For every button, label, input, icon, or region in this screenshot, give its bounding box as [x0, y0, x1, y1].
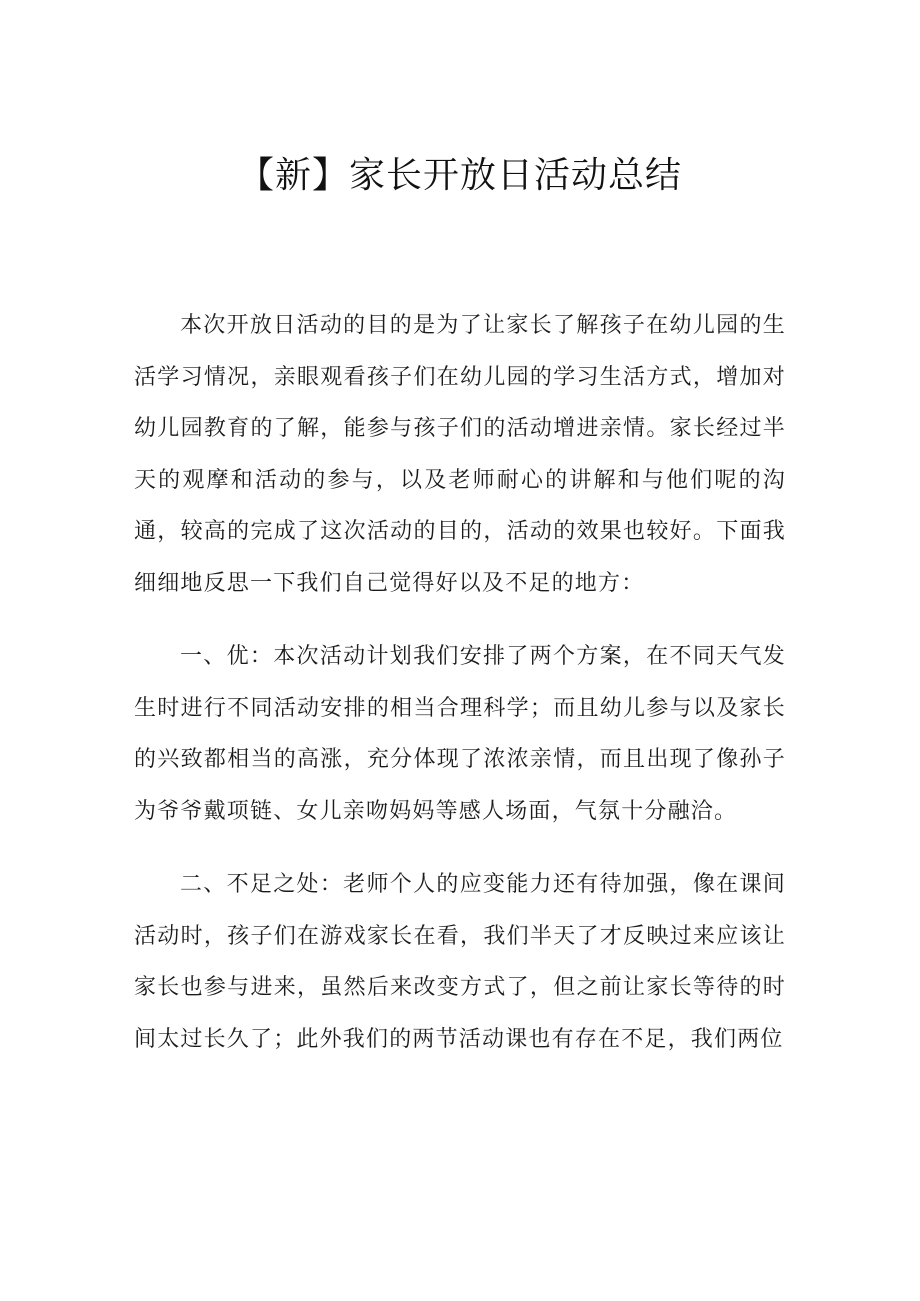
paragraph-shortcomings: 二、不足之处：老师个人的应变能力还有待加强，像在课间活动时，孩子们在游戏家长在看，我们半天了才反映过来应该让家长也参与进来，虽然后来改变方式了，但之前让家长等待的时间太过长久了；此外我们的两节活动课也有存在不足，我们两位 [134, 872, 786, 1052]
paragraph-strengths: 一、优：本次活动计划我们安排了两个方案，在不同天气发生时进行不同活动安排的相当合理科学；而且幼儿参与以及家长的兴致都相当的高涨，充分体现了浓浓亲情，而且出现了像孙子为爷爷戴项链、女儿亲吻妈妈等感人场面，气氛十分融洽。 [134, 644, 786, 824]
paragraph-intro: 本次开放日活动的目的是为了让家长了解孩子在幼儿园的生活学习情况，亲眼观看孩子们在幼儿园的学习生活方式，增加对幼儿园教育的了解，能参与孩子们的活动增进亲情。家长经过半天的观摩和活动的参与，以及老师耐心的讲解和与他们呢的沟通，较高的完成了这次活动的目的，活动的效果也较好。下面我细细地反思一下我们自己觉得好以及不足的地方： [134, 313, 786, 596]
document-body [134, 300, 786, 1065]
page-title: 【新】家长开放日活动总结 [237, 155, 682, 196]
